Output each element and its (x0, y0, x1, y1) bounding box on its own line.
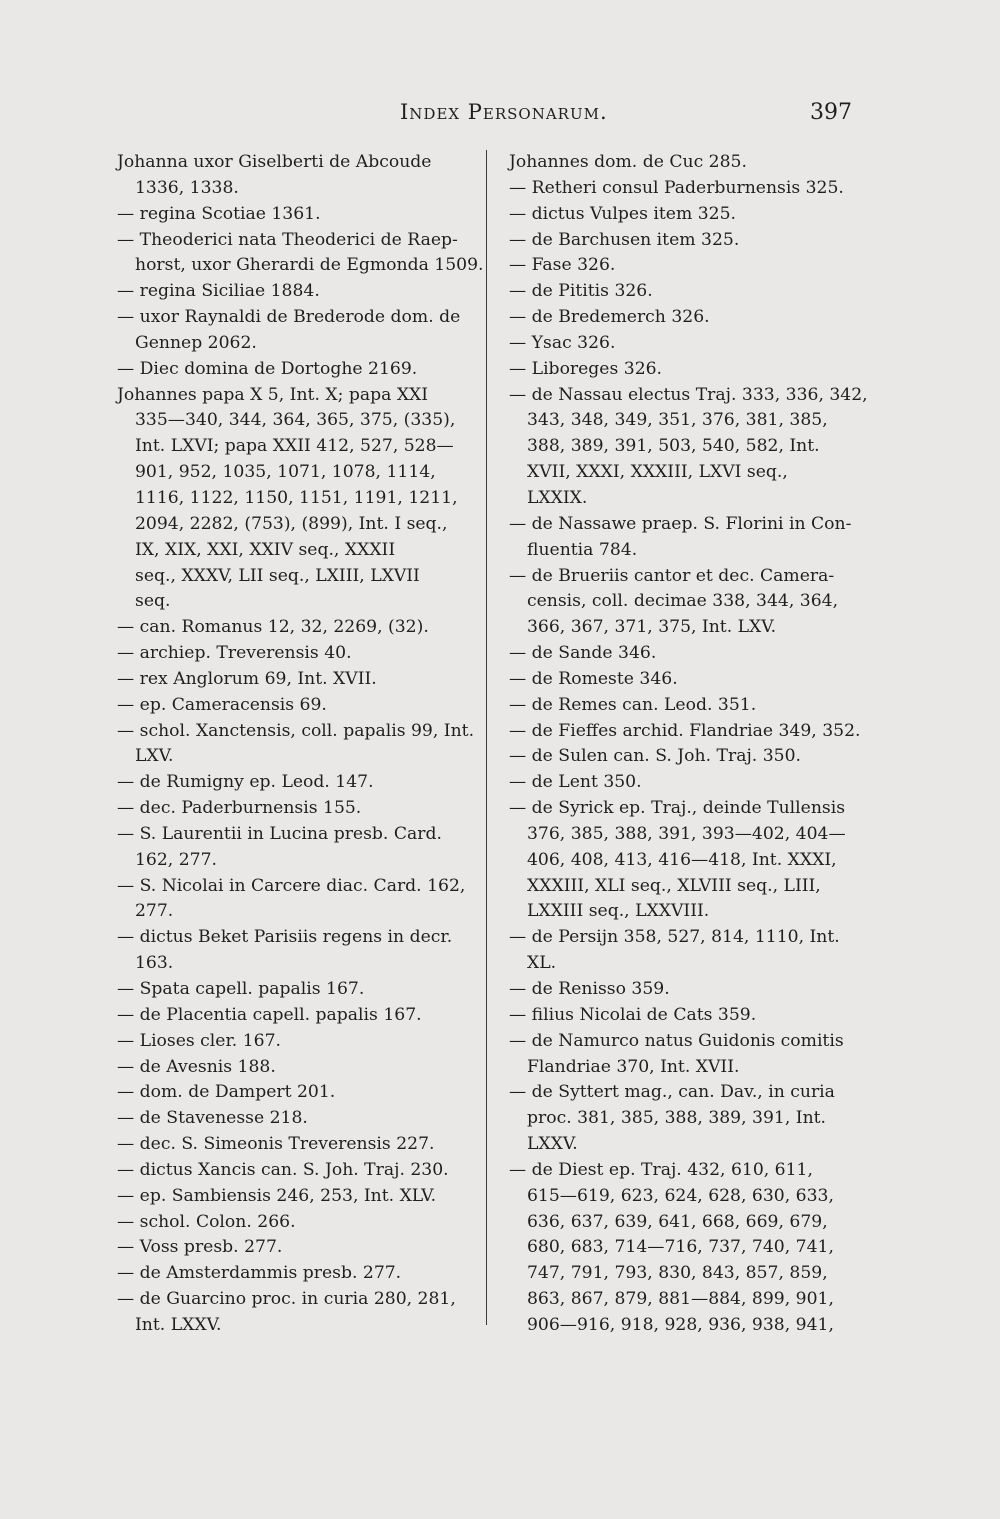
entry-heading-line: — Liboreges 326. (509, 358, 663, 379)
index-entry (117, 1132, 477, 1158)
entry-heading-line: — de Diest ep. Traj. 432, 610, 611, (509, 1159, 813, 1180)
entry-heading-line: — dec. Paderburnensis 155. (117, 798, 362, 819)
entry-heading-line: — de Persijn 358, 527, 814, 1110, Int. (509, 927, 840, 948)
entry-heading-line: — de Romeste 346. (509, 668, 678, 689)
index-entry (509, 977, 854, 1003)
entry-heading-line: — de Syttert mag., can. Dav., in curia (509, 1082, 835, 1103)
index-entry (117, 822, 477, 874)
index-entry (117, 1158, 477, 1184)
index-entry (509, 796, 854, 925)
entry-continuation-line: 2094, 2282, (753), (899), Int. I seq., (135, 513, 448, 534)
index-entry (117, 1055, 477, 1081)
entry-heading-line: — de Namurco natus Guidonis comitis (509, 1030, 844, 1051)
index-entry (509, 150, 854, 176)
index-entry (117, 977, 477, 1003)
entry-continuation-line: 335—340, 344, 364, 365, 375, (335), (135, 410, 456, 431)
entry-continuation-line: seq., XXXV, LII seq., LXIII, LXVII (135, 565, 420, 586)
entry-continuation-line: 636, 637, 639, 641, 668, 669, 679, (527, 1211, 828, 1232)
index-entry (509, 176, 854, 202)
index-entry (117, 202, 477, 228)
entry-continuation-line: 163. (135, 953, 174, 974)
entry-heading-line: — ep. Sambiensis 246, 253, Int. XLV. (117, 1185, 437, 1206)
index-entry (117, 279, 477, 305)
entry-continuation-line: 680, 683, 714—716, 737, 740, 741, (527, 1237, 834, 1258)
column-divider (486, 150, 487, 1325)
entry-heading-line: — de Brueriis cantor et dec. Camera- (509, 565, 835, 586)
entry-heading-line: — de Lent 350. (509, 772, 642, 793)
entry-continuation-line: 277. (135, 901, 174, 922)
entry-heading-line: — de Guarcino proc. in curia 280, 281, (117, 1289, 456, 1310)
index-entry (117, 719, 477, 771)
entry-continuation-line: XVII, XXXI, XXXIII, LXVI seq., (527, 462, 788, 483)
entry-heading-line: — S. Laurentii in Lucina presb. Card. (117, 823, 442, 844)
right-column (509, 150, 868, 1339)
entry-continuation-line: Gennep 2062. (135, 332, 257, 353)
index-entry (509, 1029, 854, 1081)
index-entry (509, 1080, 854, 1158)
entry-heading-line: — de Avesnis 188. (117, 1056, 276, 1077)
entry-heading-line: — dictus Xancis can. S. Joh. Traj. 230. (117, 1159, 449, 1180)
entry-continuation-line: XL. (527, 953, 557, 974)
entry-heading-line: — archiep. Treverensis 40. (117, 643, 352, 664)
index-entry (509, 202, 854, 228)
entry-continuation-line: Int. LXXV. (135, 1314, 222, 1335)
entry-continuation-line: Int. LXVI; papa XXII 412, 527, 528— (135, 436, 454, 457)
index-entry (117, 1210, 477, 1236)
entry-continuation-line: LXV. (135, 746, 174, 767)
entry-continuation-line: LXXIII seq., LXXVIII. (527, 901, 710, 922)
index-entry (509, 279, 854, 305)
entry-heading-line: — de Nassawe praep. S. Florini in Con- (509, 513, 852, 534)
entry-heading-line: — Ysac 326. (509, 332, 616, 353)
entry-heading-line: — filius Nicolai de Cats 359. (509, 1004, 757, 1025)
entry-heading-line: — de Pititis 326. (509, 281, 653, 302)
entry-heading-line: — dictus Beket Parisiis regens in decr. (117, 927, 453, 948)
entry-continuation-line: 615—619, 623, 624, 628, 630, 633, (527, 1185, 834, 1206)
index-entry (117, 641, 477, 667)
index-entry (509, 305, 854, 331)
entry-continuation-line: Flandriae 370, Int. XVII. (527, 1056, 740, 1077)
entry-heading-line: — de Placentia capell. papalis 167. (117, 1004, 422, 1025)
entry-continuation-line: LXXIX. (527, 487, 588, 508)
entry-heading-line: — de Remes can. Leod. 351. (509, 694, 757, 715)
index-entry (117, 383, 477, 616)
index-entry (509, 719, 861, 745)
entry-heading-line: — de Renisso 359. (509, 979, 670, 999)
entry-heading-line: — de Nassau electus Traj. 333, 336, 342, (509, 384, 868, 405)
index-entry (509, 1003, 854, 1029)
index-entry (117, 796, 477, 822)
entry-continuation-line: horst, uxor Gherardi de Egmonda 1509. (135, 255, 484, 276)
entry-continuation-line: 406, 408, 413, 416—418, Int. XXXI, (527, 849, 837, 870)
index-entry (509, 512, 854, 564)
entry-continuation-line: proc. 381, 385, 388, 389, 391, Int. (527, 1108, 827, 1129)
entry-heading-line: — Voss presb. 277. (117, 1237, 283, 1258)
entry-continuation-line: 376, 385, 388, 391, 393—402, 404— (527, 823, 846, 844)
entry-continuation-line: seq. (135, 591, 171, 612)
entry-continuation-line: 906—916, 918, 928, 936, 938, 941, (527, 1314, 834, 1335)
entry-heading-line: — dictus Vulpes item 325. (509, 203, 736, 224)
index-entry (117, 228, 484, 280)
entry-continuation-line: 366, 367, 371, 375, Int. LXV. (527, 617, 777, 638)
page-number: 397 (810, 100, 852, 125)
index-entry (117, 693, 477, 719)
index-entry (117, 1287, 477, 1339)
entry-heading-line: — de Sande 346. (509, 643, 657, 664)
entry-heading-line: — de Barchusen item 325. (509, 229, 740, 250)
index-entry (117, 1003, 477, 1029)
index-entry (509, 564, 854, 642)
entry-heading-line: — de Fieffes archid. Flandriae 349, 352. (509, 720, 861, 741)
entry-heading-line: — uxor Raynaldi de Brederode dom. de (117, 307, 461, 328)
entry-continuation-line: IX, XIX, XXI, XXIV seq., XXXII (135, 539, 396, 560)
index-entry (509, 331, 854, 357)
entry-heading-line: — Diec domina de Dortoghe 2169. (117, 358, 418, 379)
entry-heading-line: Johannes papa X 5, Int. X; papa XXI (117, 384, 429, 405)
index-entry (509, 641, 854, 667)
entry-heading-line: — Lioses cler. 167. (117, 1030, 282, 1051)
entry-continuation-line: LXXV. (527, 1134, 578, 1155)
entry-continuation-line: 388, 389, 391, 503, 540, 582, Int. (527, 436, 820, 457)
entry-heading-line: Johannes dom. de Cuc 285. (509, 152, 747, 172)
entry-heading-line: — regina Scotiae 1361. (117, 203, 321, 224)
entry-heading-line: — can. Romanus 12, 32, 2269, (32). (117, 617, 429, 638)
index-entry (117, 1261, 477, 1287)
entry-continuation-line: 747, 791, 793, 830, 843, 857, 859, (527, 1263, 828, 1284)
index-entry (117, 357, 477, 383)
entry-heading-line: — Retheri consul Paderburnensis 325. (509, 177, 844, 198)
entry-heading-line: — S. Nicolai in Carcere diac. Card. 162, (117, 875, 466, 896)
entry-heading-line: — de Syrick ep. Traj., deinde Tullensis (509, 798, 846, 819)
entry-heading-line: — ep. Cameracensis 69. (117, 694, 327, 715)
entry-heading-line: — regina Siciliae 1884. (117, 281, 320, 302)
entry-continuation-line: 901, 952, 1035, 1071, 1078, 1114, (135, 462, 436, 483)
index-entry (509, 253, 854, 279)
left-column (117, 150, 484, 1339)
entry-continuation-line: 1336, 1338. (135, 177, 239, 198)
index-entry (117, 874, 477, 926)
entry-heading-line: — Fase 326. (509, 255, 616, 276)
entry-continuation-line: 863, 867, 879, 881—884, 899, 901, (527, 1289, 834, 1310)
entry-heading-line: — schol. Xanctensis, coll. papalis 99, Int. (117, 720, 475, 741)
entry-heading-line: — de Amsterdammis presb. 277. (117, 1263, 402, 1284)
index-entry (117, 1029, 477, 1055)
entry-continuation-line: XXXIII, XLI seq., XLVIII seq., LIII, (527, 875, 821, 896)
index-entry (117, 615, 477, 641)
index-entry (509, 770, 854, 796)
index-entry (509, 383, 868, 512)
entry-heading-line: Johanna uxor Giselberti de Abcoude (117, 152, 432, 172)
entry-continuation-line: fluentia 784. (527, 539, 638, 560)
index-entry (509, 1158, 854, 1339)
entry-continuation-line: 343, 348, 349, 351, 376, 381, 385, (527, 410, 828, 431)
entry-heading-line: — de Sulen can. S. Joh. Traj. 350. (509, 746, 801, 767)
index-entry (117, 150, 477, 202)
index-entry (117, 1106, 477, 1132)
index-entry (117, 1235, 477, 1261)
index-entry (117, 305, 477, 357)
entry-heading-line: — de Stavenesse 218. (117, 1108, 308, 1129)
entry-heading-line: — de Rumigny ep. Leod. 147. (117, 772, 374, 793)
index-entry (509, 693, 854, 719)
running-head-title: Index Personarum. (400, 100, 608, 124)
entry-heading-line: — Theoderici nata Theoderici de Raep- (117, 229, 458, 250)
entry-heading-line: — Spata capell. papalis 167. (117, 979, 365, 999)
index-entry (117, 770, 477, 796)
entry-heading-line: — dom. de Dampert 201. (117, 1082, 336, 1103)
index-entry (117, 667, 477, 693)
index-entry (509, 744, 854, 770)
entry-heading-line: — rex Anglorum 69, Int. XVII. (117, 668, 377, 689)
entry-continuation-line: censis, coll. decimae 338, 344, 364, (527, 591, 839, 612)
index-entry (117, 1080, 477, 1106)
index-entry (509, 925, 854, 977)
entry-heading-line: — schol. Colon. 266. (117, 1211, 296, 1232)
entry-continuation-line: 1116, 1122, 1150, 1151, 1191, 1211, (135, 487, 458, 508)
entry-heading-line: — de Bredemerch 326. (509, 307, 710, 328)
entry-continuation-line: 162, 277. (135, 849, 218, 870)
index-entry (117, 1184, 477, 1210)
index-entry (117, 925, 477, 977)
index-entry (509, 357, 854, 383)
index-entry (509, 667, 854, 693)
entry-heading-line: — dec. S. Simeonis Treverensis 227. (117, 1134, 435, 1155)
index-entry (509, 228, 854, 254)
